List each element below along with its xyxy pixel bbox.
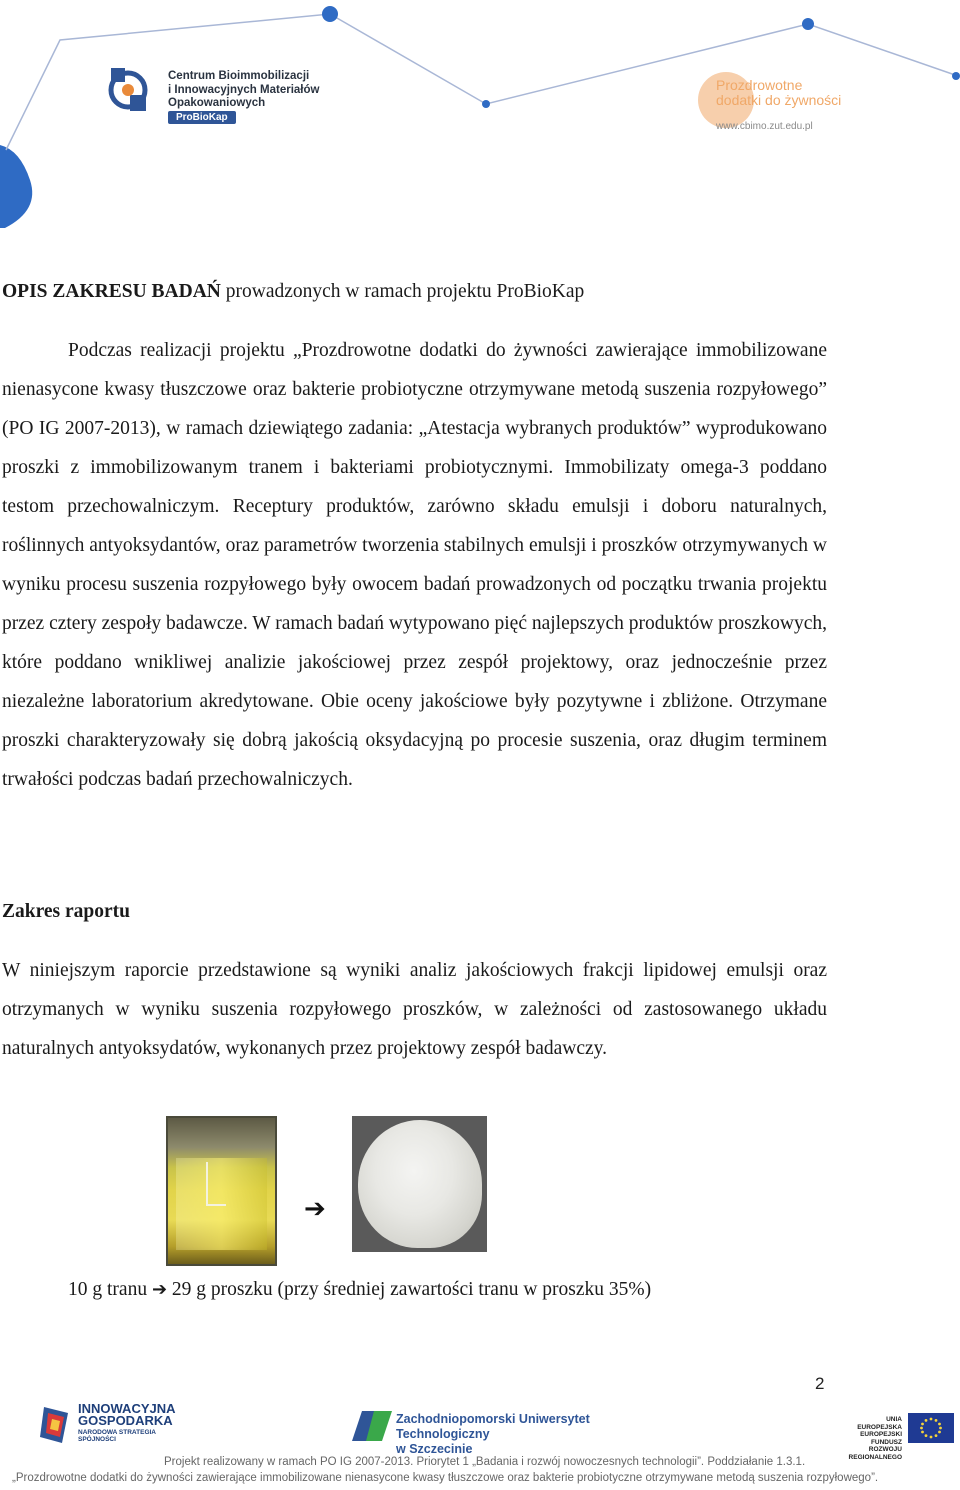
- fish-oil-beaker-image: [166, 1116, 277, 1266]
- innovative-economy-subtitle: NARODOWA STRATEGIA SPÓJNOŚCI: [78, 1429, 156, 1443]
- eu-line: ROZWOJU REGIONALNEGO: [848, 1446, 902, 1461]
- logo-left-line: Opakowaniowych: [168, 97, 266, 109]
- paragraph-report-scope: W niniejszym raporcie przedstawione są wyniki analiz jakościowych frakcji lipidowej emulsji oraz otrzymanych w wyniku suszenia rozpyłowego proszków, w zależności od zastosowanego układu naturalnych antyoksydatów, wykonanych przez projektowy zespół badawczy.: [2, 960, 827, 1059]
- ig-line: INNOWACYJNA: [78, 1401, 176, 1416]
- eu-logo: [842, 1413, 957, 1461]
- logo-right-line: dodatki do żywności: [716, 92, 842, 108]
- logo-left-line: Centrum Bioimmobilizacji: [168, 70, 310, 82]
- zut-line: Zachodniopomorski Uniwersytet Technologiczny: [396, 1412, 590, 1441]
- page-title: [2, 281, 827, 303]
- page-title-rest: prowadzonych w ramach projektu ProBioKap: [220, 281, 585, 302]
- paragraph-description-text: Podczas realizacji projektu „Prozdrowotne dodatki do żywności zawierające immobilizowane nienasycone kwasy tłuszczowe oraz bakterie probiotyczne otrzymywane metodą suszenia rozpyłowego” (PO IG 2007-2013), w ramach dziewiątego zadania: „Atestacja wybranych produktów” wyprodukowano proszki z immobilizowanym tranem i bakteriami probiotycznymi. Immobilizaty omega-3 poddano testom przechowalniczym. Receptury produktów, zarówno składu emulsji i doboru naturalnych, roślinnych antyoksydantów, oraz parametrów tworzenia stabilnych emulsji i proszków otrzymywanych w wyniku procesu suszenia rozpyłowego były owocem badań prowadzonych od początku trwania projektu przez cztery zespoły badawcze. W ramach badań wytypowano pięć najlepszych produktów proszkowych, które poddano wnikliwej analizie jakościowej przez zespół projektowy, oraz jednocześnie przez niezależne laboratorium akredytowane. Obie oceny jakościowe były pozytywne i zbliżone. Otrzymane proszki charakteryzowały się dobrą jakością oksydacyjną po procesie suszenia, oraz długim terminem trwałości podczas badań przechowalniczych.: [2, 340, 827, 790]
- logo-right-name: [716, 78, 841, 108]
- logo-left-line: i Innowacyjnych Materiałów: [168, 83, 320, 96]
- zut-name: [396, 1412, 652, 1457]
- caption-left: 10 g tranu: [68, 1279, 152, 1300]
- arrow-right-icon: ➔: [304, 1194, 326, 1224]
- innovative-economy-title: [78, 1403, 176, 1427]
- beaker-mark: [206, 1162, 208, 1206]
- eu-line: UNIA EUROPEJSKA: [857, 1416, 902, 1431]
- powder-pile: [358, 1120, 482, 1248]
- image-caption: [68, 1279, 651, 1301]
- logo-left-badge: ProBioKap: [168, 111, 236, 124]
- arrow-right-icon: ➔: [151, 1279, 168, 1300]
- section-heading: Zakres raportu: [2, 901, 131, 922]
- page-title-bold: OPIS ZAKRESU BADAŃ: [2, 281, 221, 302]
- eu-text: [842, 1416, 902, 1461]
- powder-image: [352, 1116, 487, 1252]
- beaker-mark: [206, 1204, 226, 1206]
- paragraph-description: [2, 331, 827, 799]
- zut-logo-mark: [352, 1409, 392, 1443]
- logo-left-name: [168, 70, 319, 111]
- innovative-economy-logo: [38, 1403, 188, 1449]
- logo-right-url: www.cbimo.zut.edu.pl: [716, 121, 813, 132]
- ig-line: GOSPODARKA: [78, 1413, 173, 1428]
- innovative-economy-logo-mark: [38, 1403, 74, 1447]
- footer-project-title: „Prozdrowotne dodatki do żywności zawierające immobilizowane nienasycone kwasy tłuszczowe oraz bakterie probiotyczne otrzymywane metodą suszenia rozpyłowego”.: [12, 1472, 879, 1484]
- logo-right-line: Prozdrowotne: [716, 77, 803, 93]
- footer-project-info: Projekt realizowany w ramach PO IG 2007-2013. Priorytet 1 „Badania i rozwój nowoczesnych technologii”. Poddziałanie 1.3.1.: [164, 1456, 806, 1468]
- eu-line: EUROPEJSKI FUNDUSZ: [860, 1431, 902, 1446]
- caption-right: 29 g proszku (przy średniej zawartości tranu w proszku 35%): [167, 1279, 652, 1300]
- page-number: 2: [815, 1374, 825, 1393]
- zut-line: w Szczecinie: [396, 1442, 473, 1456]
- zut-logo: [352, 1409, 652, 1456]
- header-decoration: [0, 0, 960, 240]
- eu-flag-icon: [908, 1413, 954, 1443]
